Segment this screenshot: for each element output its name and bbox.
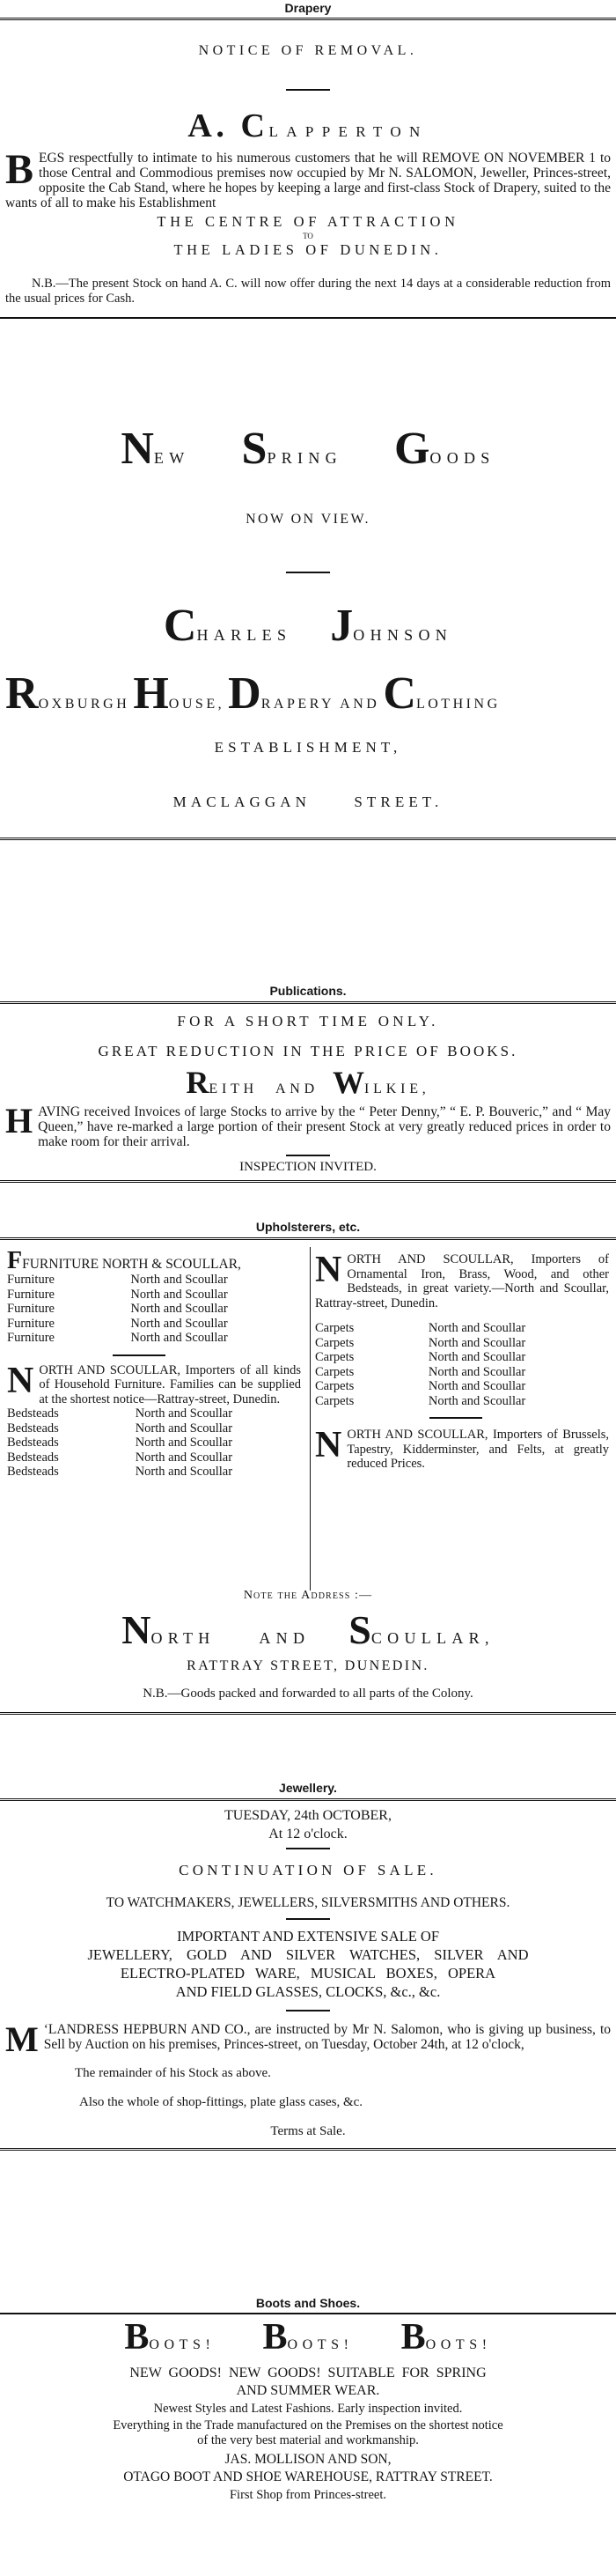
item-seller: North and Scoullar: [428, 1379, 526, 1393]
short-rule: [286, 1848, 330, 1849]
carpets-rows: [315, 1321, 609, 1408]
item-seller: North and Scoullar: [428, 1364, 526, 1379]
item-name: Carpets: [315, 1364, 355, 1379]
auction-body: M ‘LANDRESS HEPBURN AND CO., are instructed by Mr N. Salomon, who is giving up business, to Sell by Auction on his premises, Princes-street, on Tuesday, October 24th, at 12 o'clock,: [5, 2019, 611, 2059]
table-row: [315, 1321, 609, 1336]
item-seller: North and Scoullar: [135, 1436, 233, 1450]
important-sale: IMPORTANT AND EXTENSIVE SALE OF JEWELLERY, GOLD AND SILVER WATCHES, SILVER AND ELECTRO-PLATED WARE, MUSICAL BOXES, OPERA AND FIELD GLASSES, CLOCKS, &c., &c.: [87, 1928, 529, 2000]
divider: [0, 2313, 616, 2314]
item-seller: North and Scoullar: [130, 1287, 228, 1302]
charles-johnson: CHARLES JOHNSON: [163, 601, 453, 651]
jewellery-section: [0, 1781, 616, 2151]
shop-fittings: Also the whole of shop-fittings, plate glass cases, &c.: [79, 2095, 363, 2109]
note-address: Note the Address :—: [243, 1589, 373, 1602]
maclaggan-street: MACLAGGAN STREET.: [172, 793, 444, 810]
mollison: JAS. MOLLISON AND SON,: [224, 2452, 392, 2467]
terms: Terms at Sale.: [270, 2124, 346, 2138]
divider: [0, 317, 616, 319]
item-name: Furniture: [7, 1331, 55, 1345]
item-seller: North and Scoullar: [135, 1465, 233, 1479]
item-name: Carpets: [315, 1350, 355, 1364]
ladies-line: THE LADIES OF DUNEDIN.: [173, 241, 443, 258]
reith-and-wilkie: REITH AND WILKIE,: [186, 1065, 430, 1100]
section-heading-upholsterers: Upholsterers, etc.: [255, 1220, 361, 1234]
item-seller: North and Scoullar: [130, 1273, 228, 1287]
item-name: Bedsteads: [7, 1421, 59, 1436]
item-seller: North and Scoullar: [428, 1393, 526, 1408]
manufactured: Everything in the Trade manufactured on the Premises on the shortest notice: [113, 2418, 503, 2432]
material: of the very best material and workmanship.: [197, 2433, 419, 2447]
johnson-ad: [0, 423, 616, 840]
rattray-street: RATTRAY STREET, DUNEDIN.: [187, 1658, 429, 1673]
table-row: [7, 1331, 301, 1346]
item-seller: North and Scoullar: [130, 1331, 228, 1345]
short-rule: [286, 2010, 330, 2011]
short-rule: [286, 89, 330, 91]
clapperton-name: [0, 107, 616, 145]
first-shop: First Shop from Princes-street.: [229, 2488, 386, 2502]
section-heading-publications: Publications.: [269, 984, 347, 998]
short-rule: [113, 1346, 165, 1356]
clapperton-body: BEGS respectfully to intimate to his numerous customers that he will REMOVE ON NOVEMBER 1 to those Central and Commodious premises now occupied by Mr N. SALOMON, Jeweller, Princes-street, opposite the Cab Stand, where he hopes by keeping a large and first-class Stock of Drapery, suited to the wants of all to make his Establishment: [5, 146, 611, 210]
item-seller: North and Scoullar: [428, 1321, 526, 1335]
item-seller: North and Scoullar: [130, 1316, 228, 1331]
item-name: Furniture: [7, 1302, 55, 1316]
inspection-invited: INSPECTION INVITED.: [239, 1160, 377, 1174]
clapperton-nb: N.B.—The present Stock on hand A. C. will now offer during the next 14 days at a considerable reduction from the usual prices for Cash.: [5, 277, 611, 306]
now-on-view: NOW ON VIEW.: [246, 512, 370, 527]
sale-date: TUESDAY, 24th OCTOBER,: [224, 1808, 392, 1823]
furniture-table: [7, 1273, 301, 1346]
table-row: [7, 1302, 301, 1317]
divider: [0, 1180, 616, 1183]
table-row: [7, 1317, 301, 1332]
item-name: Bedsteads: [7, 1406, 59, 1421]
warehouse: OTAGO BOOT AND SHOE WAREHOUSE, RATTRAY STREET.: [123, 2469, 493, 2484]
table-row: [7, 1436, 301, 1450]
notice-of-removal: NOTICE OF REMOVAL.: [198, 43, 418, 58]
table-row: [7, 1450, 301, 1465]
table-row: [315, 1365, 609, 1380]
divider: [0, 1798, 616, 1801]
attraction-line: THE CENTRE OF ATTRACTION: [157, 213, 459, 230]
household-furniture: NORTH AND SCOULLAR, Importers of all kinds of Household Furniture. Families can be supplied at the shortest notice—Rattray-street, Dunedin.: [7, 1360, 301, 1406]
item-name: Bedsteads: [7, 1465, 59, 1479]
name-initial: A. C: [187, 107, 269, 144]
bedsteads-rows: [7, 1406, 301, 1480]
remainder: The remainder of his Stock as above.: [75, 2066, 271, 2080]
bedsteads-table: [7, 1406, 301, 1480]
item-seller: North and Scoullar: [130, 1302, 228, 1316]
item-name: Carpets: [315, 1393, 355, 1408]
boots-section: [0, 2296, 616, 2503]
table-row: [315, 1394, 609, 1409]
divider: [0, 18, 616, 20]
furniture-heading: FFURNITURE NORTH & SCOULLAR,: [7, 1247, 241, 1274]
establishment: ESTABLISHMENT,: [214, 739, 402, 756]
item-name: Furniture: [7, 1273, 55, 1287]
scoullar-nb: N.B.—Goods packed and forwarded to all parts of the Colony.: [143, 1687, 473, 1701]
north-and-scoullar: NORTH AND SCOULLAR,: [121, 1607, 495, 1652]
reith-body: HAVING received Invoices of large Stocks to arrive by the “ Peter Denny,” “ E. P. Bouveric,” and “ May Queen,” have re-marked a large portion of their present Stock at very greatly reduced prices in order to make room for their arrival.: [5, 1101, 611, 1149]
item-name: Bedsteads: [7, 1450, 59, 1465]
new-spring-goods: NEW SPRING GOODS: [121, 424, 495, 474]
table-row: [7, 1273, 301, 1288]
upholsterers-section: [0, 1220, 616, 1715]
ornamental-iron: NORTH AND SCOULLAR, Importers of Ornamental Iron, Brass, Wood, and other Bedsteads, in great variety.—North and Scoullar, Rattray-street, Dunedin.: [315, 1250, 609, 1310]
divider: [0, 2148, 616, 2151]
sale-time: At 12 o'clock.: [268, 1827, 348, 1842]
item-name: Bedsteads: [7, 1436, 59, 1450]
short-time-only: FOR A SHORT TIME ONLY.: [177, 1013, 439, 1030]
item-name: Furniture: [7, 1316, 55, 1331]
short-rule: [286, 572, 330, 573]
item-seller: North and Scoullar: [428, 1335, 526, 1350]
divider: [0, 1001, 616, 1004]
item-name: Carpets: [315, 1379, 355, 1393]
table-row: [7, 1421, 301, 1436]
drapery-section: [0, 0, 616, 319]
item-name: Carpets: [315, 1321, 355, 1335]
brussels: NORTH AND SCOULLAR, Importers of Brussels, Tapestry, Kidderminster, and Felts, at greatly reduced Prices.: [315, 1425, 609, 1471]
table-row: [315, 1336, 609, 1351]
scoullar-columns: [0, 1240, 616, 1592]
short-rule: [286, 1918, 330, 1920]
new-goods: NEW GOODS! NEW GOODS! SUITABLE FOR SPRING: [129, 2366, 487, 2380]
column-divider: [310, 1247, 311, 1591]
section-heading-jewellery: Jewellery.: [279, 1781, 337, 1795]
attraction-to: TO: [303, 232, 313, 240]
newest-styles: Newest Styles and Latest Fashions. Early inspection invited.: [153, 2402, 463, 2416]
section-heading-drapery: Drapery: [284, 1, 332, 15]
boots-boots-boots: BOOTS! BOOTS! BOOTS!: [124, 2317, 492, 2358]
continuation: CONTINUATION OF SALE.: [179, 1862, 437, 1878]
item-seller: North and Scoullar: [428, 1350, 526, 1364]
item-name: Carpets: [315, 1335, 355, 1350]
table-row: [315, 1350, 609, 1365]
short-rule: [286, 1155, 330, 1156]
table-row: [7, 1465, 301, 1480]
table-row: [7, 1406, 301, 1421]
dropcap: B: [5, 146, 34, 193]
right-column: [315, 1252, 609, 1472]
name-rest: LAPPERTON: [268, 123, 429, 140]
roxburgh-house: ROXBURGH HOUSE, DRAPERY AND CLOTHING: [5, 668, 501, 719]
table-row: [7, 1288, 301, 1303]
item-seller: North and Scoullar: [135, 1406, 233, 1421]
carpets-table: [315, 1321, 609, 1408]
summer-wear: AND SUMMER WEAR.: [236, 2383, 380, 2398]
short-rule: [429, 1408, 482, 1419]
furniture-rows: [7, 1273, 301, 1346]
divider: [0, 1712, 616, 1715]
to-watchmakers: TO WATCHMAKERS, JEWELLERS, SILVERSMITHS AND OTHERS.: [106, 1895, 510, 1910]
item-name: Furniture: [7, 1287, 55, 1302]
item-seller: North and Scoullar: [135, 1421, 233, 1436]
publications-section: [0, 984, 616, 1183]
divider: [0, 838, 616, 840]
table-row: [315, 1379, 609, 1394]
section-heading-boots: Boots and Shoes.: [255, 2296, 361, 2310]
great-reduction: GREAT REDUCTION IN THE PRICE OF BOOKS.: [98, 1043, 518, 1059]
left-column: [7, 1247, 301, 1480]
item-seller: North and Scoullar: [135, 1450, 233, 1465]
